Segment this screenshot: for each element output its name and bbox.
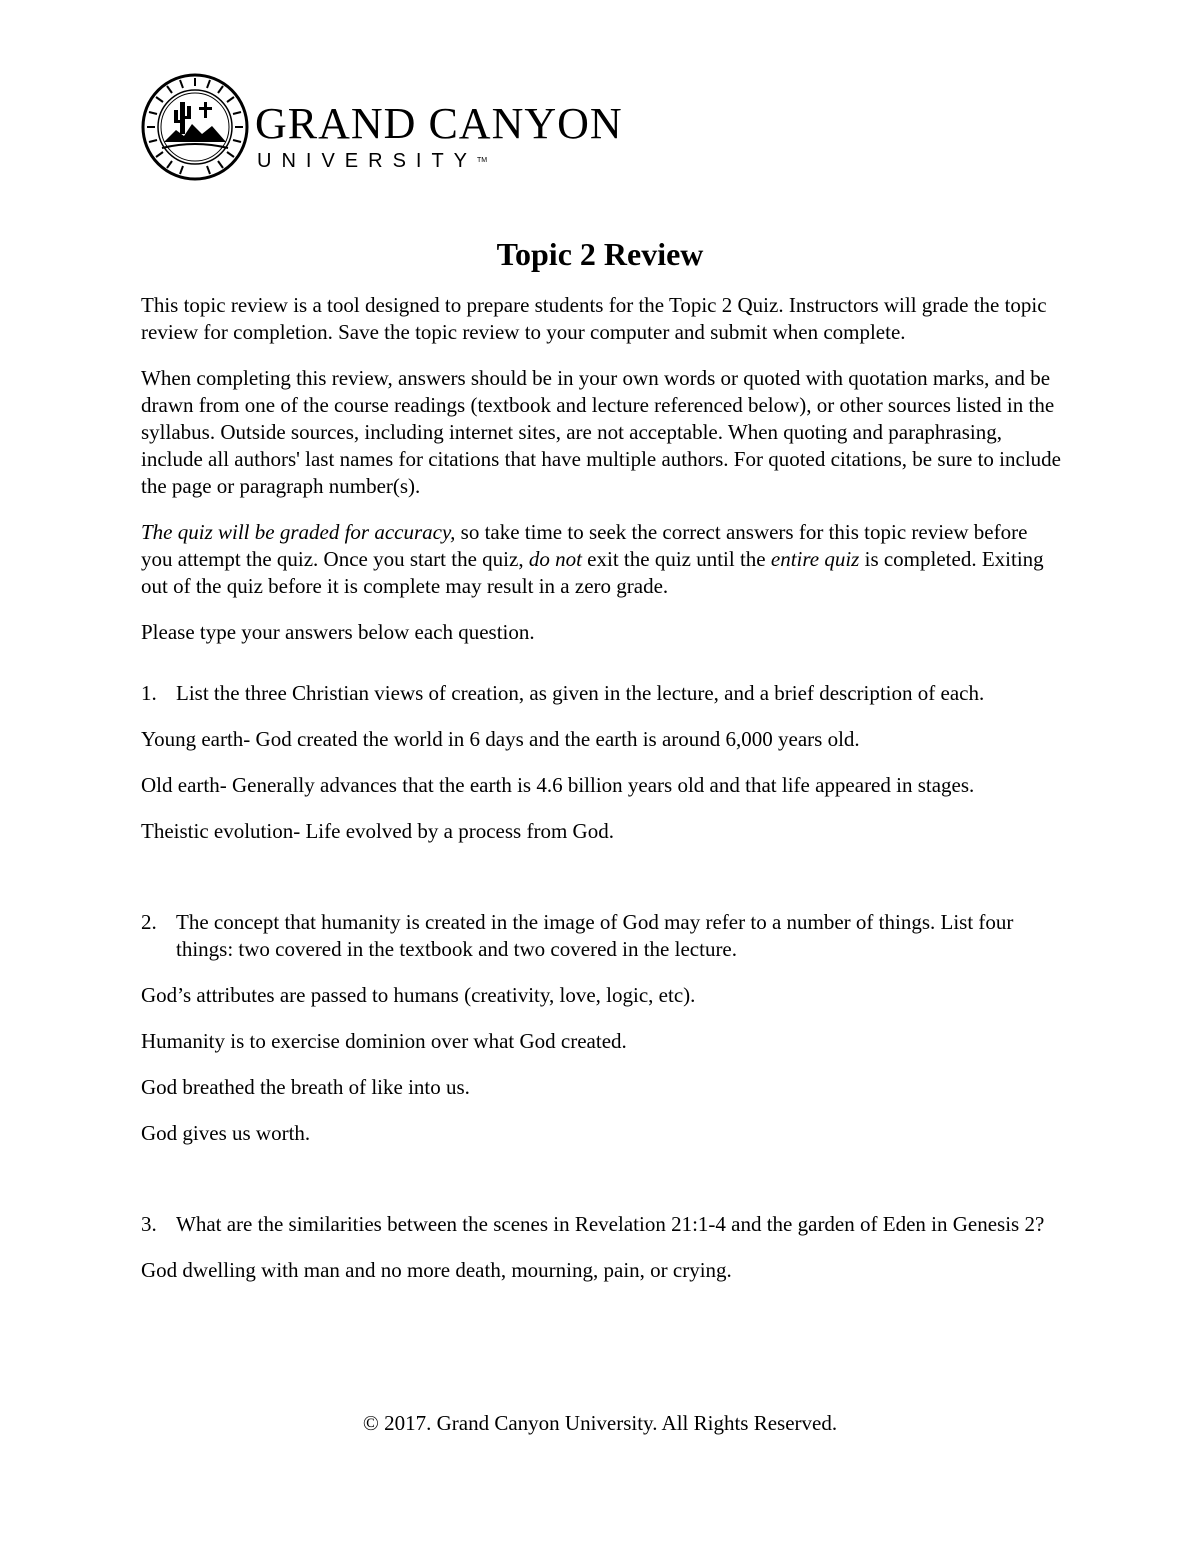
answer-text: God’s attributes are passed to humans (creativity, love, logic, etc).: [141, 983, 696, 1007]
question-text: The concept that humanity is created in the image of God may refer to a number of things. List four things: two covered in the textbook and two covered in the lecture.: [176, 910, 1014, 961]
question-number: 1.: [141, 681, 157, 705]
university-logo: [140, 72, 623, 184]
question-text: What are the similarities between the scenes in Revelation 21:1-4 and the garden of Eden in Genesis 2?: [176, 1212, 1045, 1236]
answer-text: Theistic evolution- Life evolved by a process from God.: [141, 819, 614, 843]
intro-paragraph: This topic review is a tool designed to prepare students for the Topic 2 Quiz. Instructors will grade the topic review for completion. Save the topic review to your computer and submit when complete.: [141, 293, 1047, 344]
quiz-note-paragraph: The quiz will be graded for accuracy, so take time to seek the correct answers for this topic review before you attempt the quiz. Once you start the quiz, do not exit the quiz until the entire quiz is completed. Exiting out of the quiz before it is complete may result in a zero grade.: [141, 520, 1044, 598]
wordmark-subtitle: UNIVERSITY™: [257, 150, 488, 172]
instructions-paragraph: When completing this review, answers should be in your own words or quoted with quotation marks, and be drawn from one of the course readings (textbook and lecture referenced below), or other sources listed in the syllabus. Outside sources, including internet sites, are not acceptable. When quoting and paraphrasing, include all authors' last names for citations that have multiple authors. For quoted citations, be sure to include the page or paragraph number(s).: [141, 366, 1061, 498]
answer-text: God dwelling with man and no more death, mourning, pain, or crying.: [141, 1258, 732, 1282]
answer-text: Old earth- Generally advances that the earth is 4.6 billion years old and that life appeared in stages.: [141, 773, 975, 797]
answer-text: Humanity is to exercise dominion over what God created.: [141, 1029, 627, 1053]
question-3: [141, 1211, 1061, 1238]
question-number: 3.: [141, 1212, 157, 1236]
document-body: [141, 292, 1061, 1303]
trademark-mark: TM: [477, 157, 488, 164]
university-seal-icon: [140, 72, 250, 182]
university-wordmark: [255, 99, 625, 172]
question-text: List the three Christian views of creation, as given in the lecture, and a brief description of each.: [176, 681, 985, 705]
question-2: [141, 909, 1061, 963]
question-number: 2.: [141, 910, 157, 934]
answer-text: Young earth- God created the world in 6 days and the earth is around 6,000 years old.: [141, 727, 860, 751]
copyright-footer: © 2017. Grand Canyon University. All Rights Reserved.: [362, 1411, 838, 1435]
answer-instructions: Please type your answers below each question.: [141, 620, 535, 644]
answer-text: God gives us worth.: [141, 1121, 311, 1145]
question-1: [141, 680, 1061, 707]
wordmark-name: GRAND CANYON: [255, 99, 623, 148]
answer-text: God breathed the breath of like into us.: [141, 1075, 470, 1099]
page-title: Topic 2 Review: [496, 236, 704, 272]
